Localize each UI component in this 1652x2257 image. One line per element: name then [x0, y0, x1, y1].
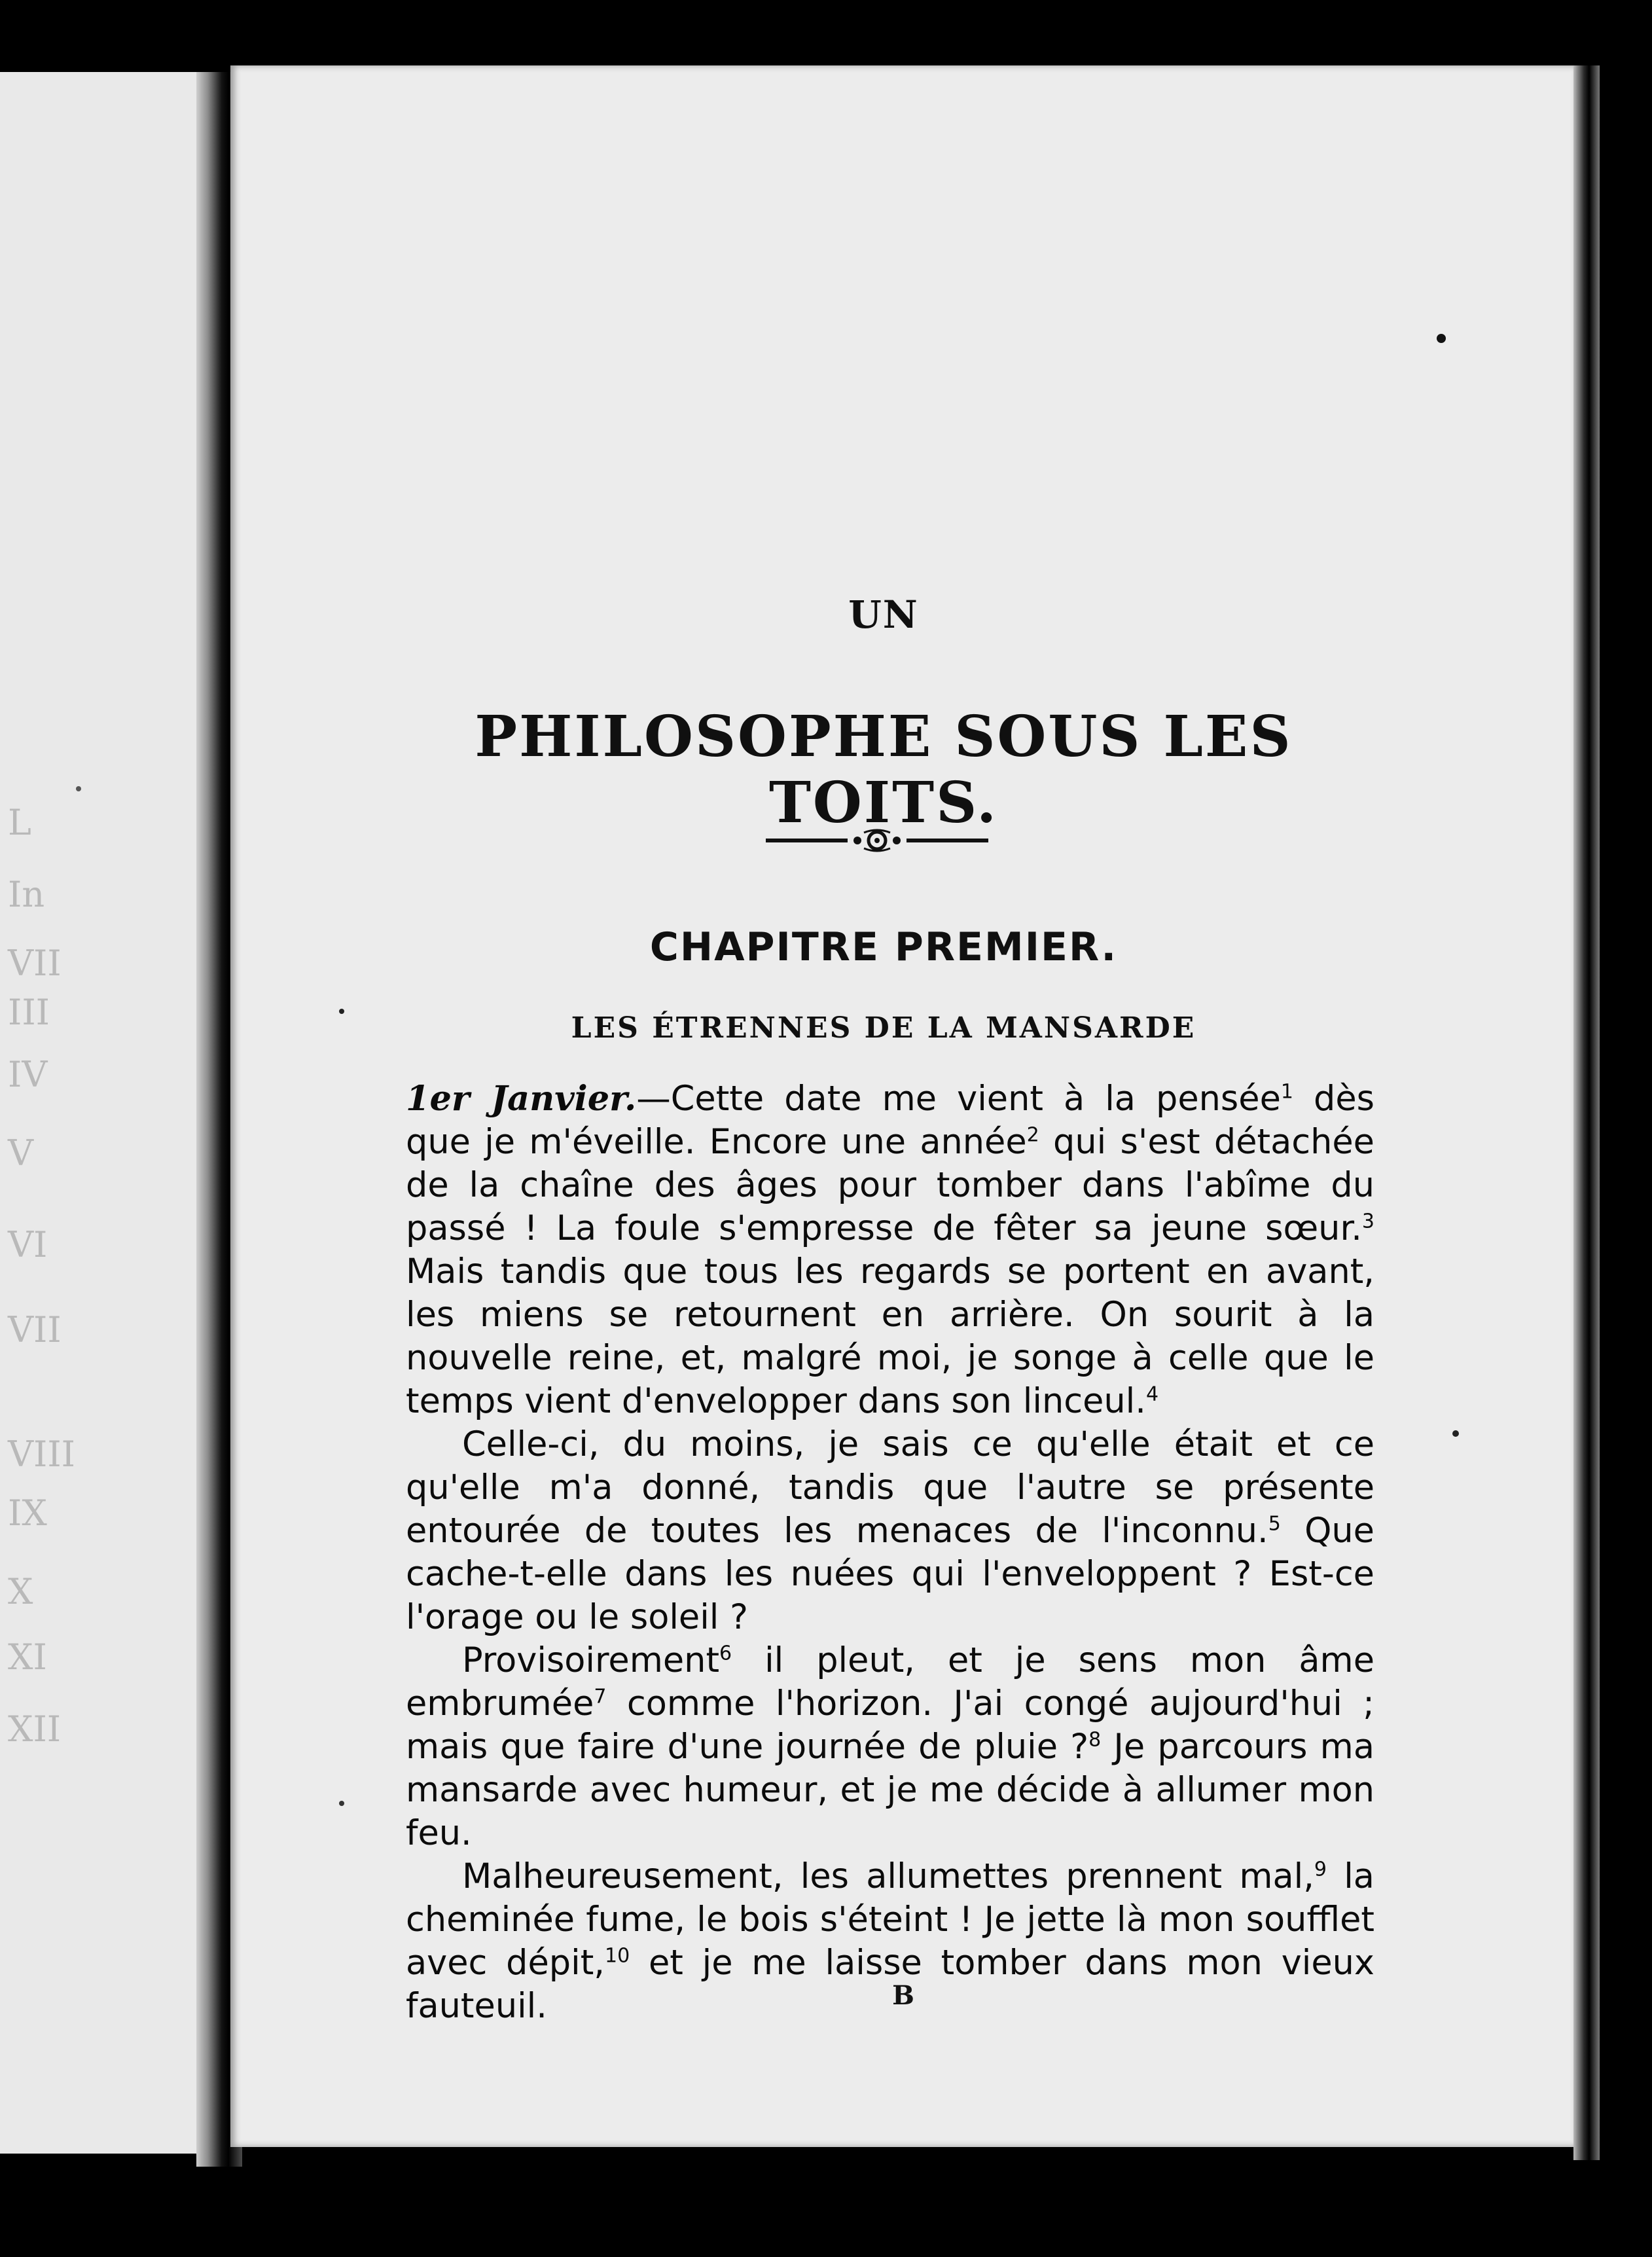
footnote-ref: 6	[719, 1642, 732, 1665]
left-page-fragment: X	[8, 1571, 33, 1612]
left-page-fragment: VI	[8, 1224, 48, 1265]
text-run: la cheminée fume, le bois s'éteint ! Je jette là mon soufflet avec dépit,	[406, 1856, 1374, 1983]
footnote-ref: 4	[1145, 1382, 1159, 1406]
left-page-fragment: XI	[8, 1636, 47, 1678]
book-title: PHILOSOPHE SOUS LES TOITS.	[475, 704, 1293, 836]
text-run: il pleut, et je sens mon âme embrumée	[406, 1640, 1374, 1724]
footnote-ref: 9	[1314, 1858, 1327, 1881]
left-page-fragment: VII	[8, 1309, 62, 1350]
chapter-heading: CHAPITRE PREMIER.	[649, 924, 1118, 970]
footnote-ref: 10	[605, 1944, 630, 1968]
date-heading: 1er Janvier.	[406, 1079, 637, 1119]
signature-mark: B	[892, 1980, 914, 2011]
text-run: comme l'horizon. J'ai congé aujourd'hui ; mais que faire d'une journée de pluie ?	[406, 1684, 1374, 1767]
left-page-fragment: L	[8, 802, 31, 843]
left-page-fragment: VII	[8, 943, 62, 984]
text-run: Je parcours ma mansarde avec humeur, et je me décide à allumer mon feu.	[406, 1727, 1374, 1853]
paragraph	[406, 1639, 1374, 1855]
text-run: Celle-ci, du moins, je sais ce qu'elle était et ce qu'elle m'a donné, tandis que l'autre se présente entourée de toutes les menaces de l'inconnu.	[406, 1424, 1374, 1551]
text-run: Provisoirement	[462, 1640, 720, 1680]
paragraph	[406, 1077, 1374, 1423]
left-page-fragment: In	[8, 874, 45, 915]
footnote-ref: 8	[1088, 1728, 1102, 1752]
footnote-ref: 1	[1280, 1080, 1293, 1104]
footnote-ref: 3	[1361, 1210, 1374, 1233]
text-run: Que cache-t-elle dans les nuées qui l'enveloppent ? Est-ce l'orage ou le soleil ?	[406, 1511, 1374, 1637]
footnote-ref: 2	[1026, 1123, 1039, 1147]
text-run: Malheureusement, les allumettes prennent mal,	[462, 1856, 1314, 1896]
text-run: —Cette date me vient à la pensée	[636, 1079, 1281, 1119]
left-page-fragment: IV	[8, 1054, 48, 1095]
text-run: et je me laisse tomber dans mon vieux fauteuil.	[406, 1943, 1374, 2026]
footnote-ref: 5	[1268, 1512, 1281, 1536]
left-page-fragment: XII	[8, 1708, 62, 1750]
title-prefix: UN	[848, 592, 919, 637]
footnote-ref: 7	[594, 1685, 607, 1708]
text-run: Mais tandis que tous les regards se portent en avant, les miens se retournent en arrière. On sourit à la nouvelle reine, et, malgré moi, je songe à celle que le temps vient d'envelopper dans son linceul.	[406, 1252, 1374, 1421]
left-page-fragment: V	[8, 1132, 33, 1174]
left-page-fragment: III	[8, 992, 50, 1033]
ornament-divider-icon	[766, 826, 988, 855]
left-page-fragment: IX	[8, 1492, 47, 1534]
left-page-fragment: VIII	[8, 1434, 75, 1475]
body-text	[406, 1077, 1374, 2028]
text-run: qui s'est détachée de la chaîne des âges pour tomber dans l'abîme du passé ! La foule s'empresse de fêter sa jeune sœur.	[406, 1122, 1374, 1248]
paragraph	[406, 1423, 1374, 1639]
text-run: dès que je m'éveille. Encore une année	[406, 1079, 1374, 1162]
chapter-subtitle: LES ÉTRENNES DE LA MANSARDE	[571, 1011, 1196, 1045]
